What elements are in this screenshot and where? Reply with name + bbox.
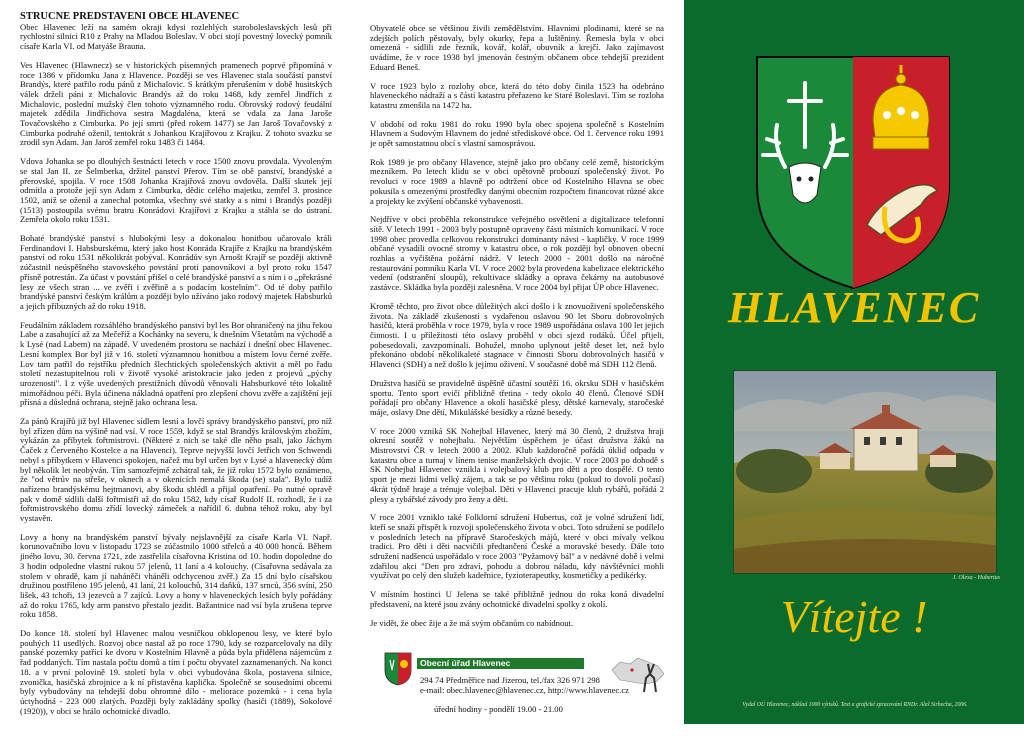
- paragraph: Lovy a hony na brandýském panství bývaly nejslavnější za císaře Karla VI. Např. korunovačního lovu v listopadu 1723 se zúčastnilo 1000 střelců a 40 000 honců. Během jiného lovu, 30. června 1721, zde zastřelila císařovna Kristina od 10. hodin dopoledne do 3 hodin odpoledne vlastní rukou 57 jelenů, 11 laní a 4 kolouchy. (Císařovna sedávala za stolem v ohradě, kam jí naháněči vháněli odchycenou zvěř.) Za 15 dní bylo císařskou družinou postříleno 195 jelenů, 41 laní, 21 kolouchů, 314 daňků, 137 srnců, 356 svíní, 250 lišek, 43 tchoři, 13 jezevců a 7 zajíců. Lovy a hony v hlaveneckých lesích byly pořádány až do roku 1765, kdy arm panstvo přestalo jezdit. Bažantnice nad vsí byla zrušena teprve roku 1858.: [20, 531, 332, 620]
- paragraph: Do konce 18. století byl Hlavenec malou vesničkou obklopenou lesy, ve které bylo pouhých 11 usedlých. Rozvoj obce nastal až po roce 1790, kdy se rozparcelovaly na díly panské pozemky patřící ke dvoru v Kostelním Hlavně a půda byla přidělena nájemcům z řad poddaných. Tím nastala počtu domů a tím i počtu obyvatel zaznamenaných. Na konci 18. a v první polovině 19. století byla v obci vybudována škola, postavena silnice, zvonička, hasičská zbrojnice a k ní přistavěna kaplička. Společně se sousedními obcemi byly vybudovány na tehdejší dobu ohromné dílo - meliorace pozemků - i cena byla úctyhodná - 223 000 zlatých. Později byly zakládány spolky (hasiči (1889), Sokolové (1920)), v obci se hrálo ochotnické divadlo.: [20, 628, 332, 716]
- present-column: [370, 24, 664, 639]
- paragraph: V roce 2000 vzniká SK Nohejbal Hlavenec, který má 30 členů, 2 družstva hraji okresní soutěž v nohejbalu. Největším úspěchem je účast družstva žáků na Mistrovství ČR v letech 2000 a 2002. Klub každoročně pořádá úklid odpadu v katastru obce a turnaj v línem tenise manželských dvojic. V roce 2003 po dohodě s SK Nohejbal Hlavenec vznikla i volejbalový klub pro děti a pro dospělé. O tento sport je mezi lidmi velký zájem, a tak se po většinu roku (pokud to dovolí počasí) 4krát týdně hraje a trénuje volejbal. Děti v Hlavenci pracuje klub rybářů, pořádá 2 plesy a rybářské závody pro ženy a děti.: [370, 425, 664, 504]
- paragraph: Vdova Johanka se po dlouhých šestnácti letech v roce 1500 znovu provdala. Vyvoleným se stal Jan II. ze Šelmberka, držitel panství Přerov. Tím se obě panství, brandýské a přerovské, spojila. V roce 1508 Johanka Krajířová znovu ovdověla. Další skutek její odmítla a protože její syn Adam z Cimburka, dědic celého majetku, zemřel 3. prosince 1502, aniž se oženil a zanechal potomka, všechny své statky a s nimi i Brandýs později (1513) postoupila svému bratru Konrádovi Krajířovi z Krajku a stáhla se do ústraní. Zemřela okolo roku 1531.: [20, 156, 332, 225]
- office-hours: úřední hodiny - pondělí 19.00 - 21.00: [434, 704, 563, 714]
- welcome-title: Vítejte !: [780, 591, 928, 642]
- office-email-web: e-mail: obec.hlavenec@hlavenec.cz, http://www.hlavenec.cz: [420, 685, 629, 695]
- article-heading: STRUČNÉ PŘEDSTAVENÍ OBCE HLAVENEC: [20, 12, 240, 22]
- painting-image: [734, 371, 996, 573]
- paragraph: Feudálním základem rozsáhlého brandýského panství byl les Bor ohraničený na jihu řekou Labe a zasahující až za Mečeříž a Kochánky na severu, k dnešním Všetatům na východě a k Lysé (nad Labem) na západě. V uvedeném prostoru se nachází i dnešní obec Hlavenec. Lesní komplex Bor byl již v 16. století významnou honitbou a místem lovu černé zvěře. Lov tam patřil do rejstříku předních šlechtických společenských aktivit a měl po řadu století nezastupitelnou roli v životě vysoké aristokracie jako jeden z projevů „pýchy urozenosti". I z výše uvedených prestižních důvodů věnovali Habsburkové této lokalitě mimořádnou péči. Byla účinena nákladná opatření pro zlepšení chovu zvěře a zajištění její přísná a důsledná ochrana, stejně jako ochrana lesa.: [20, 319, 332, 408]
- czech-map-deer-icon: [610, 652, 666, 696]
- coat-of-arms-small-icon: [384, 652, 412, 686]
- landscape-painting: [733, 370, 997, 574]
- office-contact-box: [384, 648, 672, 702]
- paragraph: V roce 2001 vzniklo také Folklorní sdružení Hubertus, což je volné sdružení lidí, kteří se snaží přispět k rozvoji společenského života v obci. Toto sdružení se podílelo v posledních letech na přípravě Staročeských májů, které v obci mívaly velkou tradici. Pro děti i děti nacvičili předtančení České a moravské besedy. Dále toto sdružení nadšencú uspořádalo v roce 2003 "Pyžamový bál" a v nedávné době i velmi zdařilou akci "Den pro zdraví, pohodu a dobrou náladu, kdy návštěvníci mohli využívat po celý den služeb kadeřnice, fyzioterapeutky, kosmetičky a pedikérky.: [370, 512, 664, 581]
- paragraph: Je vidět, že obec žije a že má svým občanům co nabídnout.: [370, 617, 574, 628]
- paragraph: Nejdříve v obci proběhla rekonstrukce veřejného osvětlení a digitalizace telefonní sítě. V letech 1991 - 2003 byly postupně opraveny části místních komunikací. V roce 1998 obec provedla celkovou rekonstrukci dominanty návsi - kapličky. V roce 1999 občané vysadili ovocné stromy v katastru obce, o rok později byl obnoven obecní rozhlas a vyčištěna požární nádrž. V letech 2000 - 2001 došlo na náročné restaurování pomníku Karla VI. V roce 2002 byla provedena kabelizace elektrického vedení (odstranění sloupů), rekultivace skládky a oprava čekárny na autobusové zastávce. Skládka byla později zalesněna. V roce 2004 byl přijat ÚP obce Hlavenec.: [370, 214, 664, 293]
- paragraph: Kromě těchto, pro život obce důležitých akcí došlo i k znovuoživení společenského života. Na základě zkušeností s vydařenou oslavou 90 let Sboru dobrovolných hasičů, která proběhla v roce 1979, byla v roce 1989 uspořádána oslava 100 let jejich činnosti. I u příležitosti této oslavy proběhl v obci sjezd rodáků. Účel přijeli, pobesedovali, zavzpomínali. Bohužel, mnoho uplynout ještě deset let, než bylo překonáno období několikaleté stagnace v činnosti Sboru dobrovolných hasičů v Hlavenci (SDH) a než došlo k jejímu oživení. V současné době má SDH 112 členů.: [370, 300, 664, 370]
- office-name: Obecní úřad Hlavenec: [417, 658, 584, 669]
- paragraph: Ves Hlavenec (Hlawnecz) se v historických písemných pramenech poprvé připomíná v roce 1386 v přídomku Jana z Hlavence. Později se ves Hlavenec stala součástí panství Brandýs, které patřilo rodu pánů z Michalovic. S krátkým přerušením v době husitských válek drželi páni z Michalovic Brandýs až do roku 1468, kdy zemřel Jindřich z Michalovic, poslední mužský člen tohoto významného rodu. Obrovský rodový feudální majetek zdědila Jindřichova sestra Magdaléna, která se vdala za Jana Jaroše Tovačovského z Cimburka. Po její smrti (před rokem 1477) se Jan Jaroš Tovačovský z Cimburka podruhé oženil, tentokrát s Johankou Krajířovou z Krajku. Z tohoto svazku se zrodil syn Adam. Jan Jaroš zemřel roku 1483 či 1484.: [20, 59, 332, 148]
- paragraph: Družstva hasičů se pravidelně úspěšně účastní soutěží 16. okrsku SDH v hasičském sportu. Tento sport evičí přibližně třetina - tedy okolo 40 členů. Členové SDH pořádají pro občany Hlavence a okolí hasičské plesy, dětské karnevaly, staročeské máje, oslavy Dne dětí, Mikulášské besídky a různé besedy.: [370, 377, 664, 417]
- painting-caption: J. Olexa - Hubertus: [952, 575, 1000, 581]
- coat-of-arms-icon: [755, 55, 951, 290]
- colophon: Vydal OÚ Hlavenec, náklad 1000 výtisků. Text a grafické zpracování RNDr. Aleš Sirbecha, 2006.: [742, 702, 968, 708]
- paragraph: Bohaté brandýské panství s hlubokými lesy a dokonalou honitbou učarovalo králi Ferdinandovi I. Habsburskému, který jako host Konráda Krajíře z Krajku na brandýském panství od roku 1531 několikrát pobýval. Konrádův syn Arnošt Krajíř se později aktivně zúčastnil neúspěšného stavovského povstání proti panovníkovi a byl proto roku 1547 přísně potrestán. Za účast v povstání přišel o celé brandýské panství a s ním i o „překrásné lesy ze všech stran ... ve zvěři i zvěřině a s podacím kostelním". Od té doby patřilo brandýské panství českým králům a později bylo užíváno jako rodový majetek Habsburků a jejich příbuzných až do roku 1918.: [20, 233, 332, 311]
- village-title: HLAVENEC: [727, 283, 981, 332]
- paragraph: V roce 1923 bylo z rozlohy obce, která do této doby činila 1523 ha odebráno hlaveneckého nádraží a s částí katastru přeřazeno ke Staré Boleslavi. Tím se rozloha katastru zmenšila na 1472 ha.: [370, 80, 664, 110]
- paragraph: Za pánů Krajířů již byl Hlavenec sídlem lesní a lovčí správy brandýského panství, pro níž byl zřízen dům na výšině nad vsí. V roce 1559, když se stal Brandýs královským zbožím, vykázán za příbytek fořtmistrovi. (Některé z nich se také dle něho psali, jako Jáchym Čaček z Červeného Kostelce a na Hlavenci). Teprve nejvyšší lovčí Jetřich von Schwendi nebyl s příbytkem v Hlavenci spokojen, načež mu byl určen byt v Lysé a hlavenecký dům byl několik let neobýván. Tím samozřejmě zchátral tak, že již roku 1572 bylo oznámeno, že "od větrův na střeše, v oknech a v okenicích nemalá škoda (se) stala". Bylo tudíž nařízeno brandýskému hejtmanovi, aby škodu shlédl a přijal opatření. Po nutné opravě pak v domě sídlili další fořtmistři až do roku 1582, kdy císař Rudolf II. rozhodl, že i za fořtmistrovského domu zřídí lovecký zámeček a nařídil 6. dubna téhož roku, aby byl vystavěn.: [20, 416, 332, 524]
- paragraph: V místním hostinci U Jelena se také přibližně jednou do roka koná divadelní představení, na které jsou zvány ochotnické divadelní spolky z okolí.: [370, 589, 664, 609]
- paragraph: V období od roku 1981 do roku 1990 byla obec spojena společně s Kostelním Hlavnem a Sudovým Hlavnem do jedné střediskové obce. Od 1. července roku 1991 je opět samostatnou obcí s vlastní samosprávou.: [370, 118, 664, 149]
- office-address: 294 74 Předměřice nad Jizerou, tel./fax 326 971 298: [420, 675, 600, 685]
- paragraph: Rok 1989 je pro občany Hlavence, stejně jako pro občany celé země, historickým mezníkem. Po letech klidu se v obci opětovně probouzí společenský život. Po revoluci v roce 1989 a hlavně po odtržení obce od Kostelního Hlavna se obec pokusila s omezenými prostředky danými obecním rozpočtem financovat různé akce a projekty ke zvýšení občanské vybavenosti.: [370, 156, 664, 206]
- paragraph: Obyvatelé obce se většinou živili zemědělstvím. Hlavními plodinami, které se na zdejších polích pěstovaly, byly okurky, řepa a luštěniny. Řemesla byla v obci omezená - sídlili zde řezník, kovář, kolář, obuvník a krejčí. Jako zajímavost uvádíme, že v roce 1938 byl jmenován čestným občanem obce tehdejší prezident Eduard Beneš.: [370, 24, 664, 72]
- paragraph: Obec Hlavenec leží na samém okraji kdysi rozlehlých staroboleslavských lesů při rychlostní silnici R10 z Prahy na Mladou Boleslav. V obci stojí povestný lovecký pomník císaře Karla VI. od Matyáše Brauna.: [20, 21, 332, 52]
- history-column: [20, 12, 332, 736]
